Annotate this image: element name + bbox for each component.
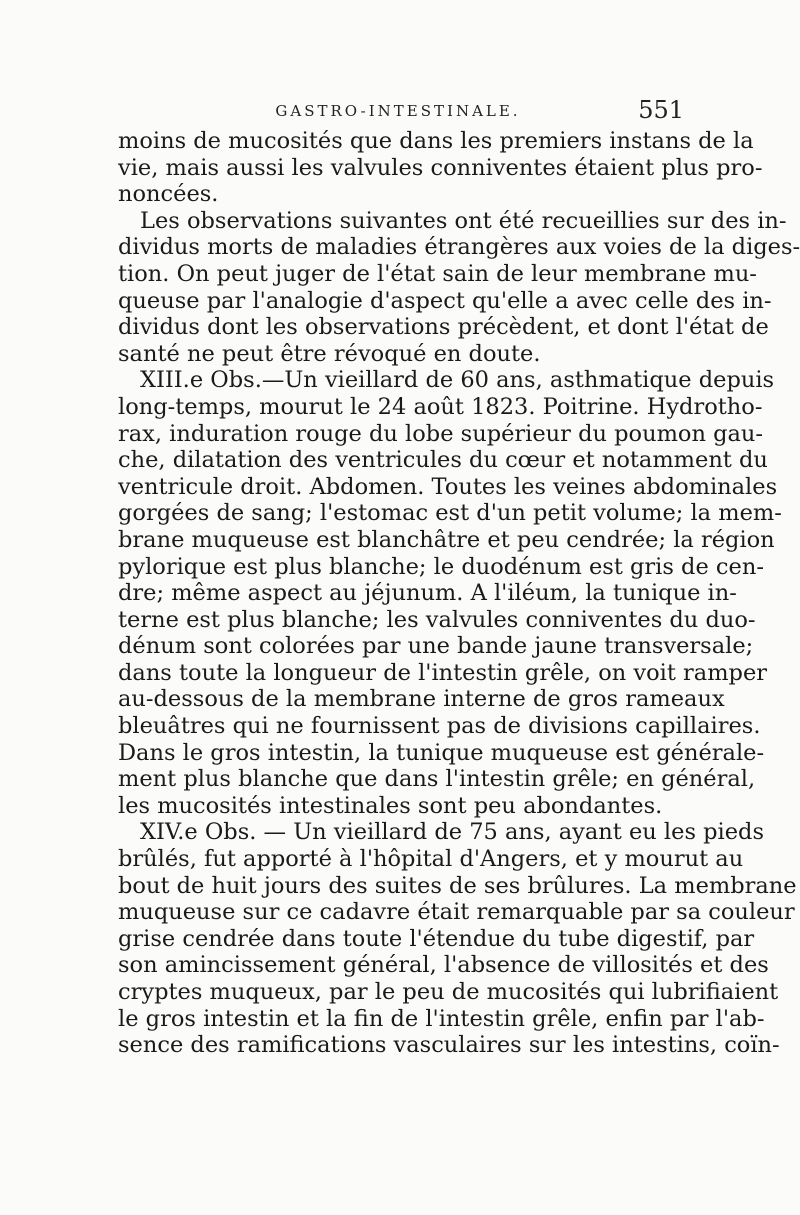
text-line: che, dilatation des ventricules du cœur et notamment du	[118, 447, 768, 474]
text-line: son amincissement général, l'absence de villosités et des	[118, 952, 769, 979]
text-line: long-temps, mourut le 24 août 1823. Poitrine. Hydrotho-	[118, 393, 763, 420]
text-line: grise cendrée dans toute l'étendue du tube digestif, par	[118, 925, 755, 952]
text-line: dividus dont les observations précèdent, et dont l'état de	[118, 314, 769, 341]
text-line: sence des ramifications vasculaires sur les intestins, coïn-	[118, 1032, 780, 1059]
text-line: vie, mais aussi les valvules conniventes étaient plus pro-	[118, 154, 763, 181]
running-head	[118, 96, 684, 124]
text-line: cryptes muqueux, par le peu de mucosités qui lubrifiaient	[118, 979, 779, 1005]
text-line: Dans le gros intestin, la tunique muqueuse est générale-	[118, 739, 765, 766]
text-line: gorgées de sang; l'estomac est d'un petit volume; la mem-	[118, 500, 782, 527]
text-line: dénum sont colorées par une bande jaune transversale;	[118, 633, 754, 660]
text-line: XIV.e Obs. — Un vieillard de 75 ans, ayant eu les pieds	[140, 819, 765, 846]
running-title: GASTRO-INTESTINALE.	[275, 102, 521, 120]
text-line: muqueuse sur ce cadavre était remarquable par sa couleur	[118, 899, 795, 926]
text-line: dividus morts de maladies étrangères aux voies de la diges-	[118, 234, 800, 261]
text-line: tion. On peut juger de l'état sain de leur membrane mu-	[118, 260, 757, 287]
text-line: bout de huit jours des suites de ses brûlures. La membrane	[118, 872, 797, 899]
page-number: 551	[638, 96, 684, 124]
text-line: au-dessous de la membrane interne de gros rameaux	[118, 686, 725, 713]
text-line: brane muqueuse est blanchâtre et peu cendrée; la région	[118, 526, 775, 553]
text-line: le gros intestin et la fin de l'intestin grêle, enfin par l'ab-	[118, 1005, 765, 1032]
text-line: bleuâtres qui ne fournissent pas de divisions capillaires.	[118, 713, 761, 740]
text-line: Les observations suivantes ont été recueillies sur des in-	[140, 207, 787, 234]
text-line: ment plus blanche que dans l'intestin grêle; en général,	[118, 766, 756, 793]
body-text	[118, 128, 800, 1059]
text-line: queuse par l'analogie d'aspect qu'elle a avec celle des in-	[118, 287, 772, 314]
text-line: brûlés, fut apporté à l'hôpital d'Angers, et y mourut au	[118, 846, 744, 873]
text-line: XIII.e Obs.—Un vieillard de 60 ans, asthmatique depuis	[140, 367, 775, 394]
text-line: dans toute la longueur de l'intestin grêle, on voit ramper	[118, 659, 768, 686]
text-line: terne est plus blanche; les valvules conniventes du duo-	[118, 606, 756, 633]
text-line: les mucosités intestinales sont peu abondantes.	[118, 792, 663, 819]
text-line: dre; même aspect au jéjunum. A l'iléum, la tunique in-	[118, 580, 737, 607]
text-line: rax, induration rouge du lobe supérieur du poumon gau-	[118, 420, 764, 447]
text-line: noncées.	[118, 181, 219, 208]
text-line: pylorique est plus blanche; le duodénum est gris de cen-	[118, 553, 764, 580]
text-line: santé ne peut être révoqué en doute.	[118, 340, 541, 367]
text-line: ventricule droit. Abdomen. Toutes les veines abdominales	[118, 473, 778, 500]
text-line: moins de mucosités que dans les premiers instans de la	[118, 128, 754, 154]
